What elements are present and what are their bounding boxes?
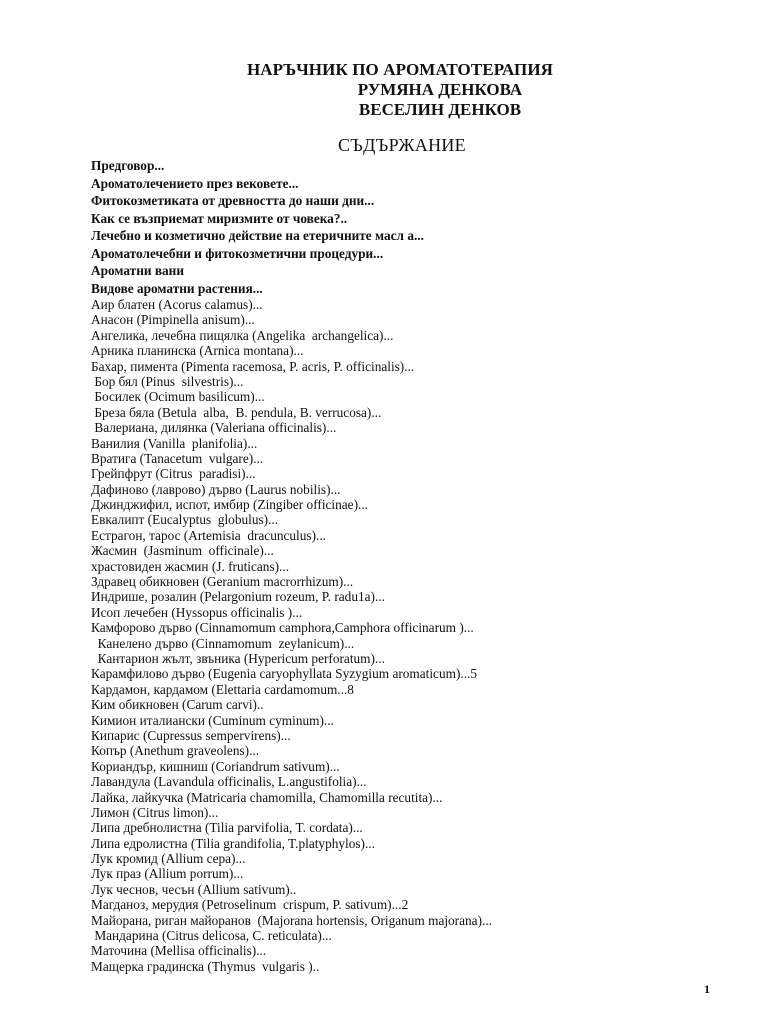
toc-entry: Копър (Anethum graveolens)... [91,743,260,759]
toc-entry: Бор бял (Pinus silvestris)... [91,373,244,389]
toc-entry: Ванилия (Vanilla planifolia)... [91,435,258,451]
toc-entry: Как се възприемат миризмите от човека?.. [91,210,348,226]
toc-entry: Ангелика, лечебна пищялка (Angelika archangelica)... [91,327,394,343]
toc-entry: Лук кромид (Allium cepa)... [91,851,246,867]
toc-entry: Грейпфрут (Citrus paradisi)... [91,466,256,482]
toc-entry: Джинджифил, испот, имбир (Zingiber officinae)... [91,497,368,513]
toc-entry: Лавандула (Lavandula officinalis, L.angustifolia)... [91,774,367,790]
toc-entry: Ароматолечението през вековете... [91,175,299,191]
toc-entry: Индрише, розалин (Pelargonium rozeum, P. radu1a)... [91,589,385,605]
toc-entry: храстовиден жасмин (J. fruticans)... [91,558,290,574]
toc-entry: Исоп лечебен (Hyssopus officinalis )... [91,604,303,620]
toc-entry: Валериана, дилянка (Valeriana officinalis)... [91,420,337,436]
toc-entry: Мащерка градинска (Thymus vulgaris ).. [91,958,320,974]
toc-entry: Лук праз (Allium porrum)... [91,866,244,882]
toc-entry: Лечебно и козметично действие на етеричните масл а... [91,228,424,243]
table-of-contents [91,157,731,974]
author-name: РУМЯНА ДЕНКОВА [357,80,523,99]
toc-entry: Вратига (Tanacetum vulgare)... [91,450,264,466]
toc-entry: Кантарион жълт, звъника (Hypericum perforatum)... [91,650,385,666]
toc-entry: Магданоз, мерудия (Petroselinum crispum, P. sativum)...2 [91,897,409,913]
toc-entry: Липа едролистна (Tilia grandifolia, T.platyphylos)... [91,835,375,851]
toc-entry: Кориандър, кишниш (Coriandrum sativum)... [91,758,340,774]
page-number: 1 [704,982,710,996]
toc-entry: Аир блатен (Acorus calamus)... [91,297,263,312]
toc-entry: Ким обикновен (Carum carvi).. [91,697,264,713]
toc-entry: Анасон (Pimpinella anisum)... [91,312,255,328]
toc-entry: Карамфилово дърво (Eugenia caryophyllata Syzygium aromaticum)...5 [91,666,477,682]
toc-entry: Предговор... [91,158,165,173]
toc-entry: Естрагон, тарос (Artemisia dracunculus)... [91,527,326,543]
toc-entry: Мандарина (Citrus delicosa, C. reticulata)... [91,928,332,944]
toc-entry: Лимон (Citrus limon)... [91,804,219,820]
toc-entry: Арника планинска (Arnica montana)... [91,343,304,359]
toc-entry: Липа дребнолистна (Tilia parvifolia, T. cordata)... [91,820,363,836]
toc-entry: Здравец обикновен (Geranium macrorrhizum)... [91,574,354,590]
toc-entry: Бреза бяла (Betula alba, B. pendula, B. verrucosa)... [91,404,382,420]
author-name: ВЕСЕЛИН ДЕНКОВ [358,100,522,119]
toc-entry: Жасмин (Jasminum officinale)... [91,543,274,559]
toc-entry: Ароматолечебни и фитокозметични процедури... [91,245,384,261]
toc-entry: Босилек (Ocimum basilicum)... [91,389,265,405]
toc-entry: Бахар, пимента (Pimenta racemosa, P. acris, P. officinalis)... [91,358,415,374]
toc-entry: Лук чеснов, чесън (Allium sativum).. [91,881,297,897]
toc-entry: Фитокозметиката от древността до наши дни... [91,193,375,208]
toc-entry: Дафиново (лаврово) дърво (Laurus nobilis)... [91,481,341,497]
toc-entry: Кипарис (Cupressus sempervirens)... [91,727,291,743]
toc-entry: Камфорово дърво (Cinnamomum camphora,Camphora officinarum )... [91,620,474,636]
toc-entry: Лайка, лайкучка (Matricaria chamomilla, Chamomilla recutita)... [91,789,443,805]
toc-entry: Видове ароматни растения... [91,280,263,296]
toc-entry: Кардамон, кардамом (Elettaria cardamomum...8 [91,681,354,697]
book-title: НАРЪЧНИК ПО АРОМАТОТЕРАПИЯ [246,60,554,79]
toc-entry: Ароматни вани [91,263,184,278]
toc-heading: СЪДЪРЖАНИЕ [338,135,466,155]
toc-entry: Евкалипт (Eucalyptus globulus)... [91,512,279,528]
toc-entry: Канелено дърво (Cinnamomum zeylanicum)... [91,635,355,651]
toc-entry: Кимион италиански (Cuminum cyminum)... [91,712,334,728]
toc-entry: Майорана, риган майоранов (Majorana hortensis, Origanum majorana)... [91,912,492,928]
toc-entry: Маточина (Mellisa officinalis)... [91,943,267,959]
